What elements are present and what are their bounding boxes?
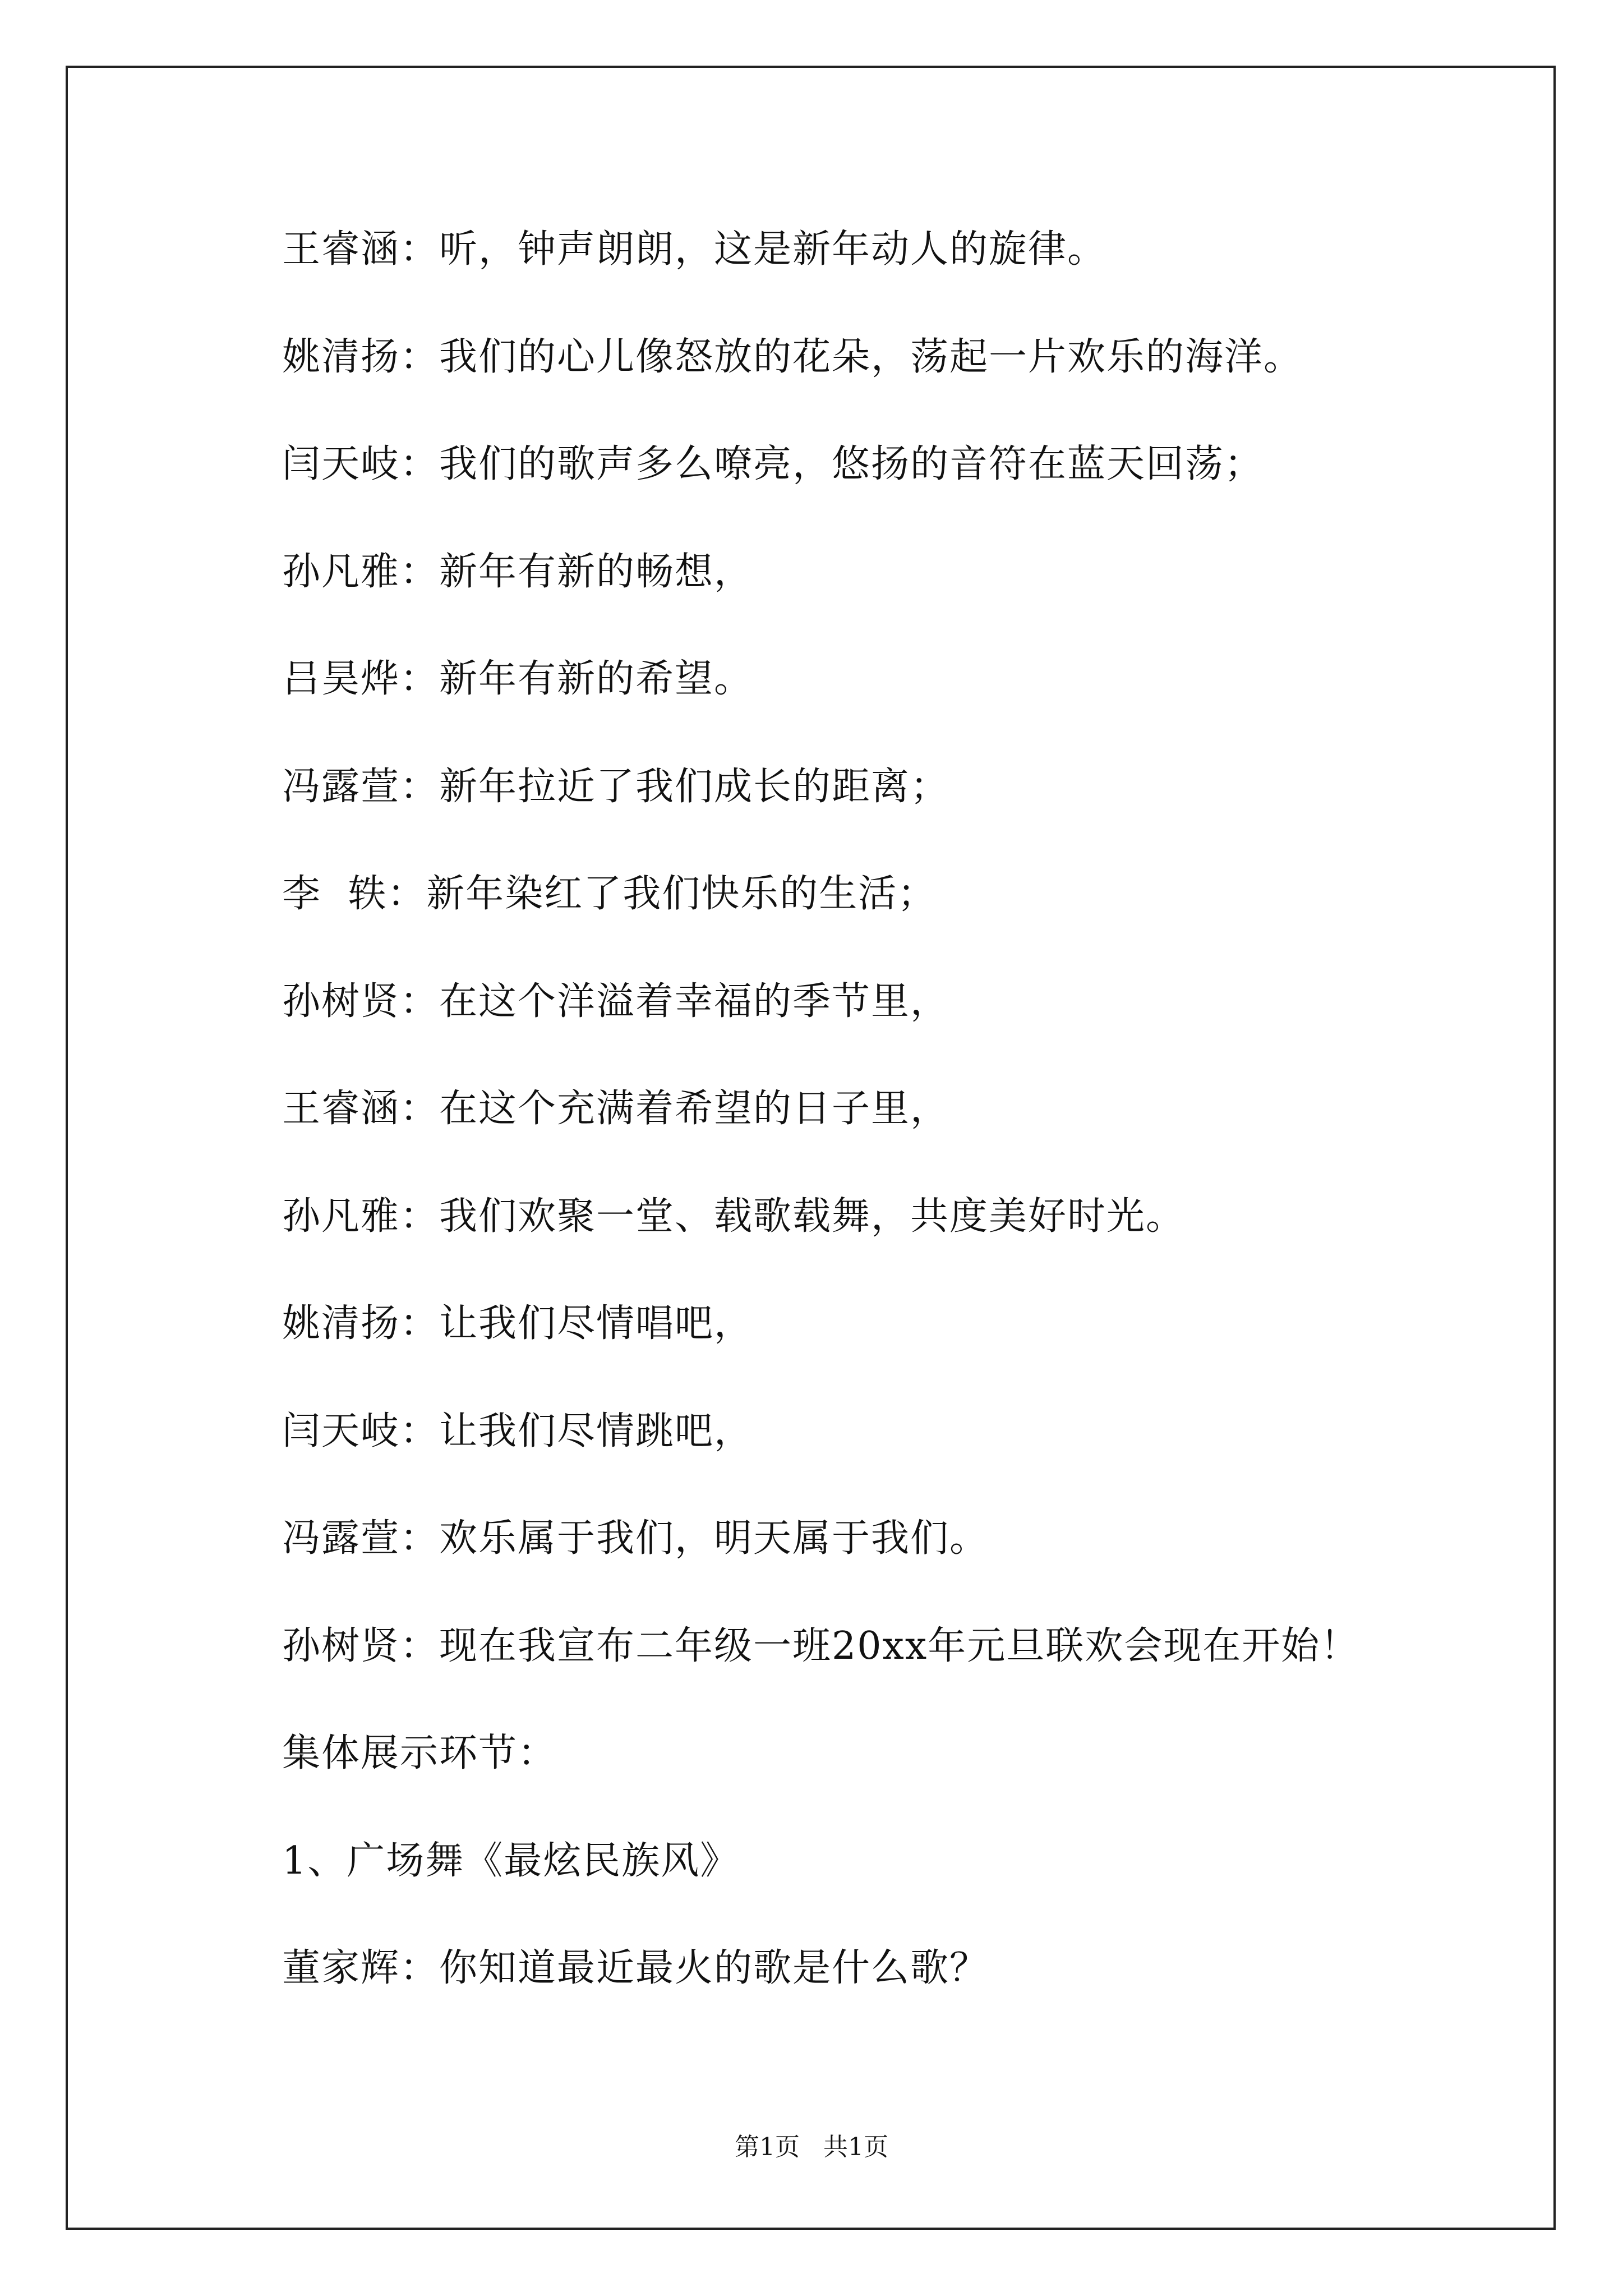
text-line: 闫天岐：我们的歌声多么嘹亮，悠扬的音符在蓝天回荡；: [282, 442, 1264, 486]
page-footer: 第1页 共1页: [735, 2133, 888, 2161]
text-line: 孙凡雅：我们欢聚一堂、载歌载舞，共度美好时光。: [282, 1194, 1186, 1239]
document-body: [282, 219, 1460, 2045]
text-line: 孙树贤：在这个洋溢着幸福的季节里，: [282, 979, 950, 1024]
text-line: 冯露萱：欢乐属于我们，明天属于我们。: [282, 1516, 989, 1561]
text-line: 王睿涵：在这个充满着希望的日子里，: [282, 1087, 950, 1131]
text-line: 姚清扬：让我们尽情唱吧，: [282, 1301, 754, 1346]
text-line: 1、广场舞《最炫民族风》: [282, 1838, 740, 1883]
text-line: 董家辉：你知道最近最火的歌是什么歌？: [282, 1946, 989, 1990]
text-line: 集体展示环节：: [282, 1731, 557, 1775]
text-line: 孙凡雅：新年有新的畅想，: [282, 549, 754, 594]
text-line: 孙树贤：现在我宣布二年级一班20xx年元旦联欢会现在开始！: [282, 1623, 1360, 1668]
text-line: 王睿涵：听，钟声朗朗，这是新年动人的旋律。: [282, 227, 1107, 272]
text-line: 李 轶：新年染红了我们快乐的生活；: [282, 872, 937, 916]
text-line: 闫天岐：让我们尽情跳吧，: [282, 1409, 754, 1453]
text-line: 吕昊烨：新年有新的希望。: [282, 657, 754, 701]
text-line: 姚清扬：我们的心儿像怒放的花朵，荡起一片欢乐的海洋。: [282, 334, 1303, 379]
text-line: 冯露萱：新年拉近了我们成长的距离；: [282, 764, 950, 809]
